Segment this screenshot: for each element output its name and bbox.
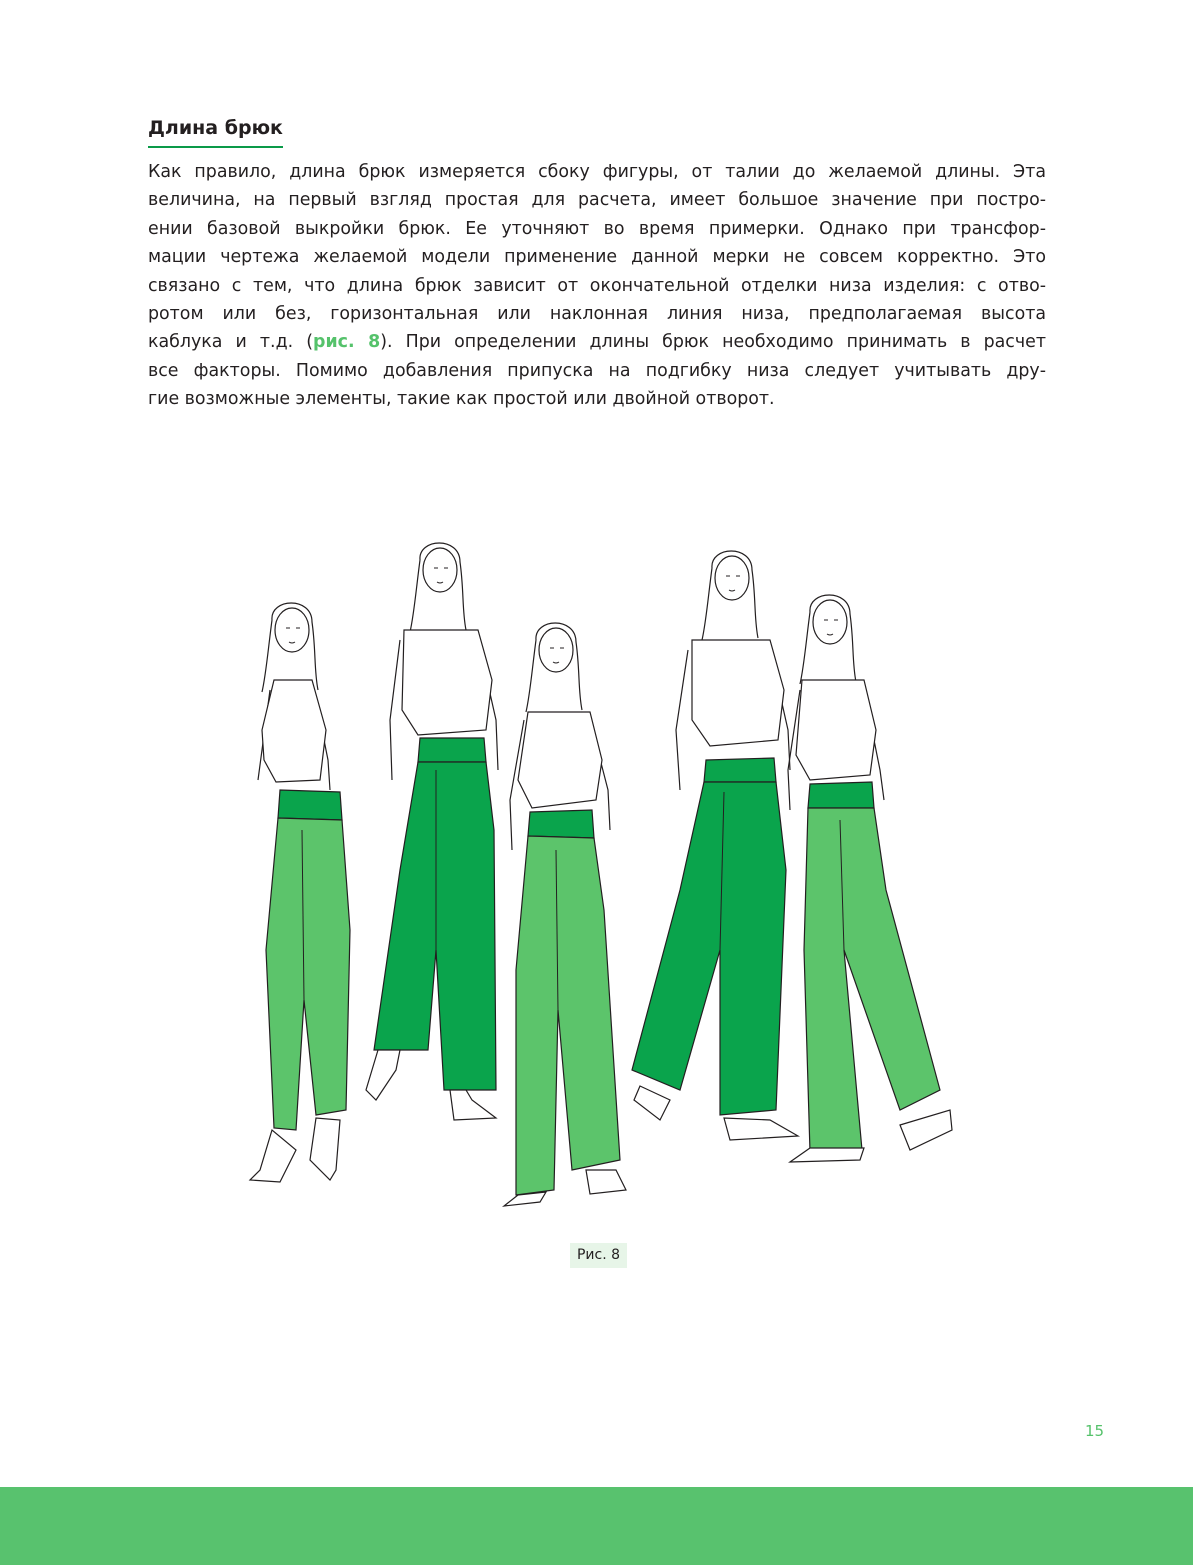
fashion-illustration <box>240 530 960 1210</box>
paragraph-text: каблука и т.д. ( <box>148 332 313 353</box>
paragraph-line: Как правило, длина брюк измеряется сбоку фигуры, от талии до желаемой длины. Эта <box>148 162 1046 182</box>
paragraph-line: связано с тем, что длина брюк зависит от окончательной отделки низа изделия: с отво- <box>148 275 1046 296</box>
paragraph-line: величина, на первый взгляд простая для расчета, имеет большое значение при постро- <box>148 190 1046 211</box>
section-heading: Длина брюк <box>148 117 283 139</box>
page-number: 15 <box>1085 1422 1105 1440</box>
paragraph-line: ротом или без, горизонтальная или наклонная линия низа, предполагаемая высота <box>148 304 1046 325</box>
figure-model-2 <box>366 543 498 1120</box>
figure-model-3 <box>504 623 626 1206</box>
figure-caption: Рис. 8 <box>570 1243 627 1268</box>
paragraph-line: гие возможные элементы, такие как простой или двойной отворот. <box>148 389 775 410</box>
paragraph-text: ). При определении длины брюк необходимо принимать в расчет <box>380 332 1046 353</box>
heading-underline <box>148 146 283 148</box>
figure-model-1 <box>250 603 350 1182</box>
figure-model-5 <box>788 595 952 1162</box>
paragraph-line: все факторы. Помимо добавления припуска на подгибку низа следует учитывать дру- <box>148 360 1046 381</box>
figure-reference-link[interactable]: рис. 8 <box>313 332 381 353</box>
footer-band <box>0 1487 1193 1565</box>
paragraph-line: мации чертежа желаемой модели применение данной мерки не совсем корректно. Это <box>148 247 1046 268</box>
paragraph-line: ении базовой выкройки брюк. Ее уточняют во время примерки. Однако при трансфор- <box>148 218 1046 239</box>
body-paragraph <box>148 158 1046 414</box>
paragraph-line <box>148 328 1046 356</box>
figure-model-4 <box>632 551 798 1140</box>
